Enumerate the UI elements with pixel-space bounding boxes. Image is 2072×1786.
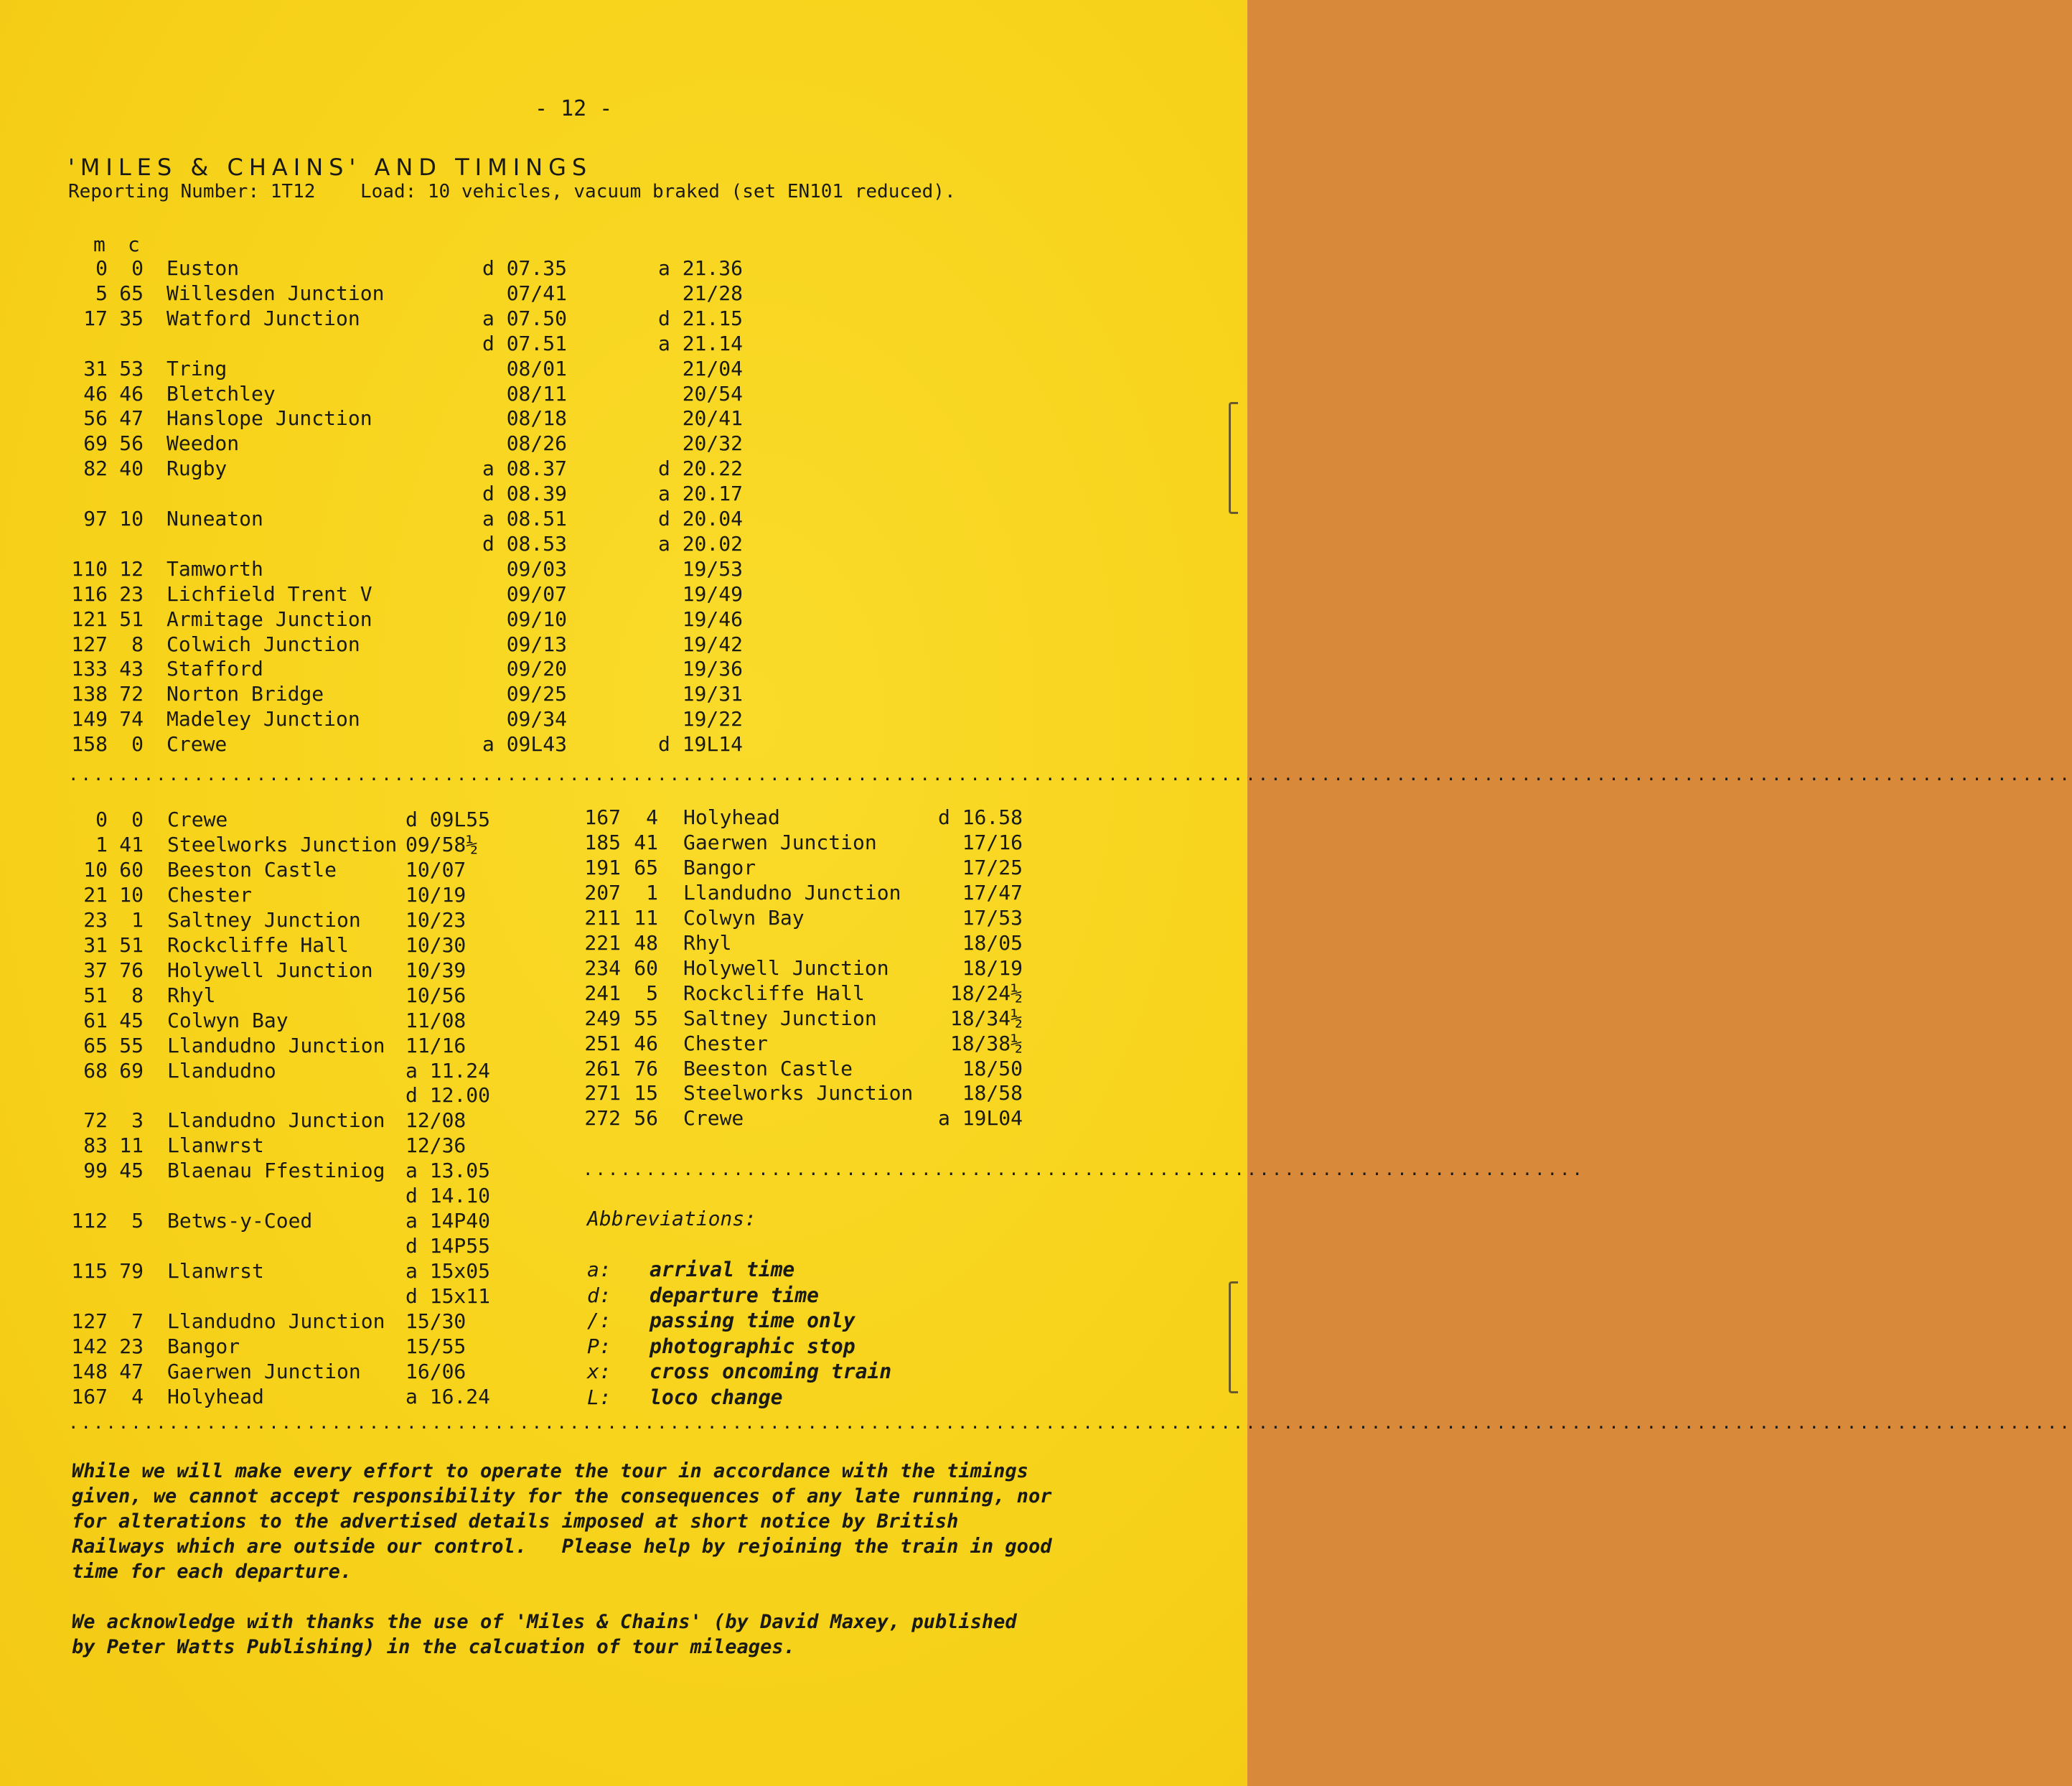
station-name: Holyhead [167, 1385, 264, 1408]
return-time: 20/32 [682, 431, 743, 455]
return-time: 19/31 [682, 682, 743, 706]
station-name: Llandudno Junction [167, 1034, 385, 1057]
chains-value: 47 [119, 406, 144, 430]
time-value: 11/08 [406, 1009, 467, 1032]
time-value: 10/23 [406, 908, 467, 932]
miles-value: 261 [584, 1057, 621, 1080]
miles-value: 121 [71, 607, 108, 631]
chains-value: 10 [119, 507, 144, 530]
miles-value: 68 [83, 1059, 108, 1083]
outward-time: d 08.39 [482, 482, 567, 505]
station-name: Colwyn Bay [167, 1009, 289, 1032]
station-name: Willesden Junction [167, 281, 385, 305]
station-name: Colwyn Bay [683, 906, 805, 930]
miles-value: 23 [83, 908, 108, 932]
return-time: d 20.22 [657, 457, 743, 480]
chains-value: 60 [634, 956, 658, 980]
station-name: Betws-y-Coed [167, 1209, 313, 1233]
station-name: Madeley Junction [167, 707, 360, 731]
page-number: - 12 - [535, 96, 613, 121]
time-value: d 12.00 [406, 1083, 491, 1107]
outward-time: d 07.51 [482, 332, 567, 355]
chains-value: 41 [634, 831, 658, 854]
miles-value: 17 [83, 307, 108, 330]
time-value: 10/39 [406, 958, 467, 982]
return-time: 19/42 [682, 632, 743, 656]
miles-value: 221 [584, 931, 621, 955]
station-name: Beeston Castle [167, 858, 337, 882]
chains-value: 4 [131, 1385, 144, 1408]
time-value: 10/19 [406, 883, 467, 907]
time-value: a 11.24 [406, 1059, 491, 1083]
station-name: Stafford [167, 657, 263, 681]
time-value: 16/06 [406, 1360, 467, 1383]
return-time: a 20.02 [657, 532, 743, 556]
outward-time: a 08.37 [482, 457, 567, 480]
miles-value: 1 [95, 833, 108, 856]
chains-value: 15 [634, 1081, 658, 1105]
miles-value: 0 [95, 256, 108, 280]
chains-value: 65 [634, 856, 658, 879]
time-value: 11/16 [406, 1034, 467, 1057]
miles-value: 191 [584, 856, 621, 879]
time-value: d 14.10 [406, 1184, 491, 1207]
station-name: Saltney Junction [683, 1006, 877, 1030]
miles-value: 46 [83, 382, 108, 406]
chains-value: 5 [646, 981, 658, 1005]
miles-value: 249 [584, 1006, 621, 1030]
chains-value: 74 [119, 707, 144, 731]
outward-time: d 08.53 [482, 532, 567, 556]
chains-value: 45 [119, 1009, 144, 1032]
paragraph-line: time for each departure. [72, 1561, 352, 1583]
time-value: 15/30 [406, 1309, 467, 1333]
chains-value: 5 [131, 1209, 144, 1233]
miles-value: 37 [83, 958, 108, 982]
separator-dots: ................................................................................................................................................................ [68, 765, 2072, 785]
return-time: 19/36 [682, 657, 743, 681]
outward-time: 08/01 [506, 357, 567, 380]
separator-dots: ................................................................................................................................................................ [68, 1413, 2072, 1433]
miles-value: 207 [584, 881, 621, 904]
miles-value: 69 [83, 431, 108, 455]
chains-value: 11 [634, 906, 658, 930]
abbreviation-meaning: loco change [650, 1385, 783, 1409]
miles-value: 149 [71, 707, 108, 731]
chains-value: 12 [119, 557, 144, 581]
time-value: d 09L55 [406, 808, 491, 831]
miles-value: 142 [71, 1334, 108, 1358]
abbreviation-key: P: [587, 1334, 611, 1358]
outward-time: 09/03 [506, 557, 567, 581]
miles-value: 241 [584, 981, 621, 1005]
outward-time: 09/20 [506, 657, 567, 681]
staple-bottom [1229, 1281, 1238, 1393]
station-name: Armitage Junction [167, 607, 372, 631]
miles-value: 72 [83, 1108, 108, 1132]
station-name: Chester [683, 1032, 769, 1055]
miles-value: 116 [71, 582, 108, 606]
abbreviation-meaning: photographic stop [650, 1334, 855, 1358]
station-name: Holywell Junction [167, 958, 373, 982]
time-value: 17/47 [962, 881, 1023, 904]
miles-value: 271 [584, 1081, 621, 1105]
station-name: Tring [167, 357, 228, 380]
chains-value: 60 [119, 858, 144, 882]
station-name: Lichfield Trent V [167, 582, 372, 606]
chains-value: 0 [131, 256, 144, 280]
outward-time: a 08.51 [482, 507, 567, 530]
chains-value: 7 [131, 1309, 144, 1333]
outward-time: 09/07 [506, 582, 567, 606]
miles-value: 65 [83, 1034, 108, 1057]
miles-value: 31 [83, 357, 108, 380]
miles-value: 127 [71, 632, 108, 656]
miles-value: 61 [83, 1009, 108, 1032]
time-value: 17/25 [962, 856, 1023, 879]
station-name: Gaerwen Junction [167, 1360, 361, 1383]
miles-value: 0 [95, 808, 108, 831]
miles-value: 167 [584, 805, 621, 829]
outward-time: 09/13 [506, 632, 567, 656]
station-name: Hanslope Junction [167, 406, 372, 430]
time-value: d 14P55 [406, 1234, 491, 1258]
chains-value: 55 [119, 1034, 144, 1057]
abbreviation-key: d: [587, 1284, 611, 1307]
return-time: 19/53 [682, 557, 743, 581]
miles-value: 10 [83, 858, 108, 882]
return-time: 19/49 [682, 582, 743, 606]
return-time: 20/41 [682, 406, 743, 430]
station-name: Watford Junction [167, 307, 360, 330]
chains-value: 41 [119, 833, 144, 856]
miles-value: 185 [584, 831, 621, 854]
station-name: Rhyl [683, 931, 732, 955]
station-name: Weedon [167, 431, 240, 455]
time-value: a 15x05 [406, 1259, 491, 1283]
time-value: 15/55 [406, 1334, 467, 1358]
time-value: a 13.05 [406, 1159, 491, 1182]
chains-value: 69 [119, 1059, 144, 1083]
return-time: d 19L14 [657, 732, 743, 756]
chains-value: 23 [119, 582, 144, 606]
chains-value: 40 [119, 457, 144, 480]
outward-time: 09/25 [506, 682, 567, 706]
outward-time: d 07.35 [482, 256, 567, 280]
chains-value: 8 [131, 983, 144, 1007]
miles-value: 21 [83, 883, 108, 907]
miles-value: 211 [584, 906, 621, 930]
chains-value: 1 [646, 881, 658, 904]
station-name: Steelworks Junction [683, 1081, 914, 1105]
outward-time: 08/11 [506, 382, 567, 406]
return-time: d 21.15 [657, 307, 743, 330]
outward-time: 09/10 [506, 607, 567, 631]
outward-time: 07/41 [506, 281, 567, 305]
header-chains: c [128, 233, 140, 256]
return-time: a 20.17 [657, 482, 743, 505]
time-value: 18/24½ [950, 981, 1023, 1005]
paragraph-line: We acknowledge with thanks the use of 'Miles & Chains' (by David Maxey, published [72, 1611, 1017, 1633]
separator-dots: ................................................................................ [583, 1159, 1585, 1179]
outward-time: a 07.50 [482, 307, 567, 330]
miles-value: 167 [71, 1385, 108, 1408]
miles-value: 127 [71, 1309, 108, 1333]
miles-value: 115 [71, 1259, 108, 1283]
chains-value: 46 [634, 1032, 658, 1055]
time-value: 10/07 [406, 858, 467, 882]
abbreviation-key: L: [587, 1385, 611, 1409]
miles-value: 234 [584, 956, 621, 980]
return-time: a 21.36 [657, 256, 743, 280]
chains-value: 51 [119, 933, 144, 957]
station-name: Llandudno Junction [167, 1108, 385, 1132]
station-name: Gaerwen Junction [683, 831, 877, 854]
chains-value: 11 [119, 1133, 144, 1157]
return-time: 21/04 [682, 357, 743, 380]
time-value: 10/30 [406, 933, 467, 957]
return-time: d 20.04 [657, 507, 743, 530]
station-name: Chester [167, 883, 253, 907]
abbreviation-meaning: cross oncoming train [650, 1360, 892, 1383]
abbreviation-meaning: departure time [650, 1284, 820, 1307]
chains-value: 45 [119, 1159, 144, 1182]
time-value: d 15x11 [406, 1284, 491, 1308]
miles-value: 5 [95, 281, 108, 305]
chains-value: 47 [119, 1360, 144, 1383]
paragraph-line: While we will make every effort to operate the tour in accordance with the timings [72, 1460, 1028, 1482]
station-name: Holywell Junction [683, 956, 889, 980]
station-name: Llandudno Junction [167, 1309, 385, 1333]
abbreviation-key: a: [587, 1258, 611, 1281]
station-name: Beeston Castle [683, 1057, 853, 1080]
page-title: 'MILES & CHAINS' AND TIMINGS [68, 154, 593, 181]
station-name: Nuneaton [167, 507, 263, 530]
miles-value: 272 [584, 1106, 621, 1130]
station-name: Colwich Junction [167, 632, 360, 656]
miles-value: 51 [83, 983, 108, 1007]
station-name: Steelworks Junction [167, 833, 398, 856]
paragraph-line: Railways which are outside our control. Please help by rejoining the train in good [72, 1535, 1052, 1558]
station-name: Rhyl [167, 983, 216, 1007]
chains-value: 51 [119, 607, 144, 631]
outward-time: 08/18 [506, 406, 567, 430]
paragraph-line: given, we cannot accept responsibility for the consequences of any late running, nor [72, 1485, 1052, 1507]
time-value: a 19L04 [937, 1106, 1023, 1130]
station-name: Llanwrst [167, 1133, 264, 1157]
staple-top [1229, 402, 1238, 514]
abbreviation-meaning: arrival time [650, 1258, 795, 1281]
chains-value: 53 [119, 357, 144, 380]
station-name: Rockcliffe Hall [167, 933, 349, 957]
time-value: 12/08 [406, 1108, 467, 1132]
time-value: d 16.58 [937, 805, 1023, 829]
time-value: 17/53 [962, 906, 1023, 930]
chains-value: 48 [634, 931, 658, 955]
paragraph-line: for alterations to the advertised details imposed at short notice by British [72, 1510, 959, 1533]
chains-value: 76 [119, 958, 144, 982]
miles-value: 97 [83, 507, 108, 530]
miles-value: 56 [83, 406, 108, 430]
chains-value: 1 [131, 908, 144, 932]
time-value: 18/05 [962, 931, 1023, 955]
chains-value: 10 [119, 883, 144, 907]
miles-value: 83 [83, 1133, 108, 1157]
return-time: a 21.14 [657, 332, 743, 355]
return-time: 21/28 [682, 281, 743, 305]
chains-value: 4 [646, 805, 658, 829]
return-time: 19/46 [682, 607, 743, 631]
abbreviation-meaning: passing time only [650, 1309, 855, 1332]
station-name: Bangor [167, 1334, 240, 1358]
acknowledgement-text [72, 1609, 1105, 1660]
chains-value: 23 [119, 1334, 144, 1358]
chains-value: 46 [119, 382, 144, 406]
chains-value: 0 [131, 808, 144, 831]
station-name: Norton Bridge [167, 682, 324, 706]
chains-value: 65 [119, 281, 144, 305]
chains-value: 79 [119, 1259, 144, 1283]
outward-time: 08/26 [506, 431, 567, 455]
miles-value: 99 [83, 1159, 108, 1182]
chains-value: 0 [131, 732, 144, 756]
chains-value: 3 [131, 1108, 144, 1132]
time-value: 10/56 [406, 983, 467, 1007]
reporting-info: Reporting Number: 1T12 Load: 10 vehicles, vacuum braked (set EN101 reduced). [68, 181, 956, 202]
station-name: Llandudno Junction [683, 881, 901, 904]
station-name: Euston [167, 256, 240, 280]
abbreviations-title: Abbreviations: [587, 1207, 757, 1230]
station-name: Rugby [167, 457, 228, 480]
outward-time: a 09L43 [482, 732, 567, 756]
miles-value: 82 [83, 457, 108, 480]
miles-value: 251 [584, 1032, 621, 1055]
paragraph-line: by Peter Watts Publishing) in the calcuation of tour mileages. [72, 1636, 795, 1658]
chains-value: 55 [634, 1006, 658, 1030]
station-name: Crewe [167, 808, 228, 831]
time-value: 18/50 [962, 1057, 1023, 1080]
time-value: 18/38½ [950, 1032, 1023, 1055]
chains-value: 56 [634, 1106, 658, 1130]
chains-value: 72 [119, 682, 144, 706]
time-value: 12/36 [406, 1133, 467, 1157]
miles-value: 138 [71, 682, 108, 706]
station-name: Saltney Junction [167, 908, 361, 932]
time-value: 17/16 [962, 831, 1023, 854]
abbreviation-key: /: [587, 1309, 611, 1332]
station-name: Rockcliffe Hall [683, 981, 865, 1005]
miles-value: 133 [71, 657, 108, 681]
time-value: a 16.24 [406, 1385, 491, 1408]
chains-value: 43 [119, 657, 144, 681]
station-name: Llandudno [167, 1059, 276, 1083]
disclaimer-text [72, 1459, 1105, 1584]
miles-value: 31 [83, 933, 108, 957]
time-value: 18/58 [962, 1081, 1023, 1105]
time-value: a 14P40 [406, 1209, 491, 1233]
station-name: Llanwrst [167, 1259, 264, 1283]
miles-value: 158 [71, 732, 108, 756]
chains-value: 76 [634, 1057, 658, 1080]
miles-value: 148 [71, 1360, 108, 1383]
time-value: 09/58½ [406, 833, 479, 856]
station-name: Blaenau Ffestiniog [167, 1159, 385, 1182]
time-value: 18/34½ [950, 1006, 1023, 1030]
abbreviation-key: x: [587, 1360, 611, 1383]
outward-time: 09/34 [506, 707, 567, 731]
time-value: 18/19 [962, 956, 1023, 980]
station-name: Tamworth [167, 557, 263, 581]
station-name: Holyhead [683, 805, 780, 829]
miles-value: 112 [71, 1209, 108, 1233]
station-name: Crewe [167, 732, 228, 756]
miles-value: 110 [71, 557, 108, 581]
chains-value: 8 [131, 632, 144, 656]
station-name: Bletchley [167, 382, 276, 406]
chains-value: 56 [119, 431, 144, 455]
station-name: Crewe [683, 1106, 744, 1130]
chains-value: 35 [119, 307, 144, 330]
station-name: Bangor [683, 856, 756, 879]
return-time: 19/22 [682, 707, 743, 731]
return-time: 20/54 [682, 382, 743, 406]
header-miles: m [93, 233, 106, 256]
